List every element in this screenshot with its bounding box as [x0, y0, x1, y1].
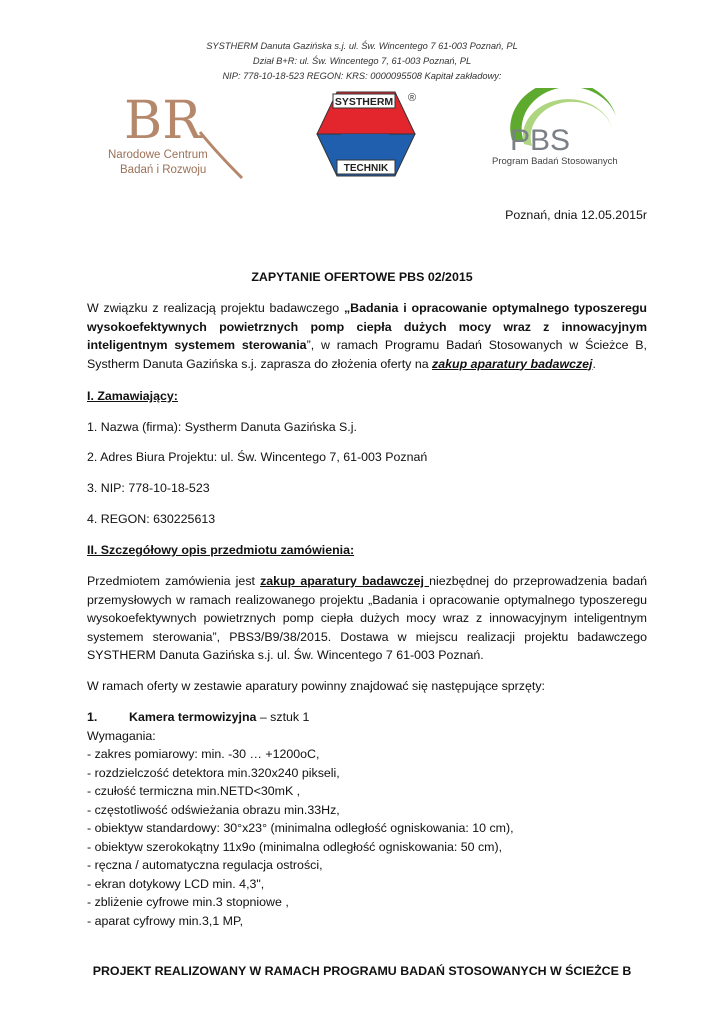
equipment-item-name: Kamera termowizyjna	[129, 710, 257, 724]
requirements-label: Wymagania:	[87, 728, 156, 743]
equipment-list-intro: W ramach oferty w zestawie aparatury powinny znajdować się następujące sprzęty:	[87, 679, 545, 693]
equipment-item-1-header	[87, 708, 647, 727]
equipment-item-1	[87, 708, 647, 930]
requirement-item: - zakres pomiarowy: min. -30 … +1200oC,	[87, 747, 320, 761]
section-2-heading: II. Szczegółowy opis przedmiotu zamówienia:	[87, 543, 355, 557]
registered-mark: ®	[408, 92, 417, 104]
systherm-logo-top-text: SYSTHERM	[334, 96, 394, 108]
page-footer: PROJEKT REALIZOWANY W RAMACH PROGRAMU BADAŃ STOSOWANYCH W ŚCIEŻCE B	[92, 964, 632, 978]
requirement-item: - rozdzielczość detektora min.320x240 pikseli,	[87, 765, 340, 780]
requirement-item: - ekran dotykowy LCD min. 4,3",	[87, 876, 265, 891]
systherm-logo-bottom-text: TECHNIK	[343, 163, 389, 174]
document-date: Poznań, dnia 12.05.2015r	[505, 208, 647, 222]
intro-text-middle: ”, w ramach Programu Badań Stosowanych w Ścieżce B, Systherm Danuta Gazińska s.j. zaprasza do złożenia oferty na	[87, 338, 648, 371]
letterhead-department-line: Dział B+R: ul. Św. Wincentego 7, 61-003 Poznań, PL	[252, 56, 472, 66]
intro-text-end: .	[592, 356, 596, 371]
requirement-item: - częstotliwość odświeżania obrazu min.33Hz,	[87, 802, 340, 817]
section-1-heading: I. Zamawiający:	[87, 389, 178, 403]
ncbr-logo-line2: Badań i Rozwoju	[120, 164, 207, 176]
systherm-technik-logo	[311, 88, 419, 180]
ordering-party-nip: 3. NIP: 778-10-18-523	[87, 481, 210, 495]
equipment-item-quantity: – sztuk 1	[256, 710, 310, 724]
systherm-logo-mark	[311, 88, 419, 180]
pbs-logo	[484, 88, 624, 178]
requirements-list	[87, 745, 647, 930]
ordering-party-name: 1. Nazwa (firma): Systherm Danuta Gazińska S.j.	[87, 420, 357, 434]
equipment-item-number: 1.	[87, 710, 98, 724]
intro-subject: zakup aparatury badawczej	[432, 356, 593, 371]
letterhead-company-line: SYSTHERM Danuta Gazińska s.j. ul. Św. Wincentego 7 61-003 Poznań, PL	[206, 41, 518, 51]
letterhead-registry-line: NIP: 778-10-18-523 REGON: KRS: 0000095508 Kapitał zakładowy:	[222, 71, 502, 81]
intro-project-title: „Badania i opracowanie optymalnego typoszeregu wysokoefektywnych powietrznych pomp ciepła dużych mocy wraz z innowacyjnym inteligentnym systemem sterowania	[87, 301, 647, 352]
requirement-item: - obiektyw szerokokątny 11x9o (minimalna odległość ogniskowania: 50 cm),	[87, 839, 503, 854]
ordering-party-regon: 4. REGON: 630225613	[87, 512, 216, 526]
pbs-logo-letters: PBS	[510, 124, 571, 157]
intro-paragraph	[87, 299, 647, 373]
requirement-item: - aparat cyfrowy min.3,1 MP,	[87, 913, 244, 928]
intro-text-start: W związku z realizacją projektu badawczego	[87, 301, 344, 315]
pbs-logo-caption: Program Badań Stosowanych	[492, 156, 618, 167]
requirement-item: - zbliżenie cyfrowe min.3 stopniowe ,	[87, 895, 289, 909]
ordering-party-address: 2. Adres Biura Projektu: ul. Św. Wincentego 7, 61-003 Poznań	[87, 450, 428, 464]
ncbr-logo-line1: Narodowe Centrum	[108, 149, 208, 161]
document-title: ZAPYTANIE OFERTOWE PBS 02/2015	[251, 270, 473, 284]
requirement-item: - ręczna / automatyczna regulacja ostrości,	[87, 858, 323, 872]
ncbr-logo-letters: BR	[124, 92, 202, 151]
requirement-item: - czułość termiczna min.NETD<30mK ,	[87, 784, 301, 798]
subject-text-rest: niezbędnej do przeprowadzenia badań przemysłowych w ramach realizowanego projektu „Badania i opracowanie optymalnego typoszeregu wysokoefektywnych powietrznych pomp ciepła dużych mocy wraz z innowacyjnym inteligentnym systemem sterowania”, PBS3/B9/38/2015. Dostawa w miejscu realizacji projektu badawczego SYSTHERM Danuta Gazińska s.j. ul. Św. Wincentego 7 61-003 Poznań.	[87, 574, 647, 662]
letterhead	[0, 39, 724, 84]
ncbr-logo	[104, 92, 244, 184]
subject-text-start: Przedmiotem zamówienia jest	[87, 574, 261, 588]
requirement-item: - obiektyw standardowy: 30°x23° (minimalna odległość ogniskowania: 10 cm),	[87, 821, 514, 835]
subject-paragraph	[87, 572, 647, 665]
subject-highlight: zakup aparatury badawczej	[260, 574, 430, 588]
